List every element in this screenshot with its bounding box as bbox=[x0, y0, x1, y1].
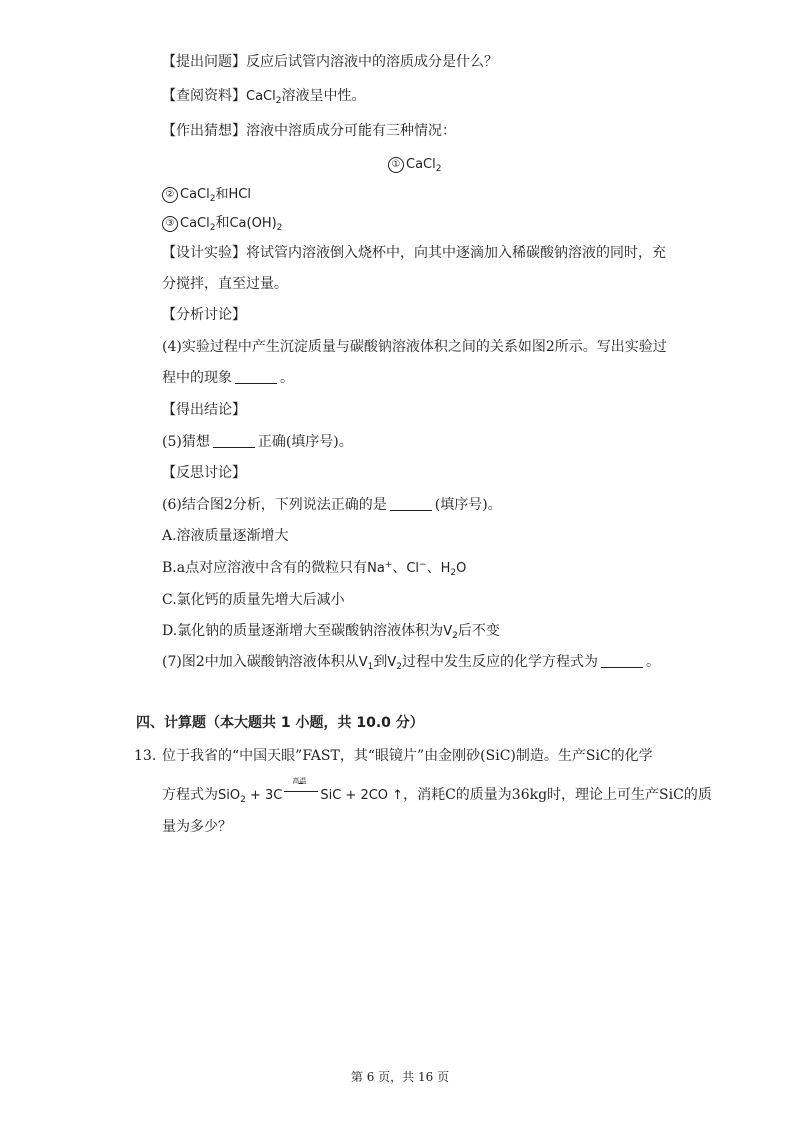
question-text: 位于我省的“中国天眼”FAST，其“眼镜片”由金刚砂(SiC)制造。生产SiC的化学 bbox=[162, 748, 653, 764]
answer-blank[interactable] bbox=[390, 497, 432, 511]
formula-caoh2: $Ca(OH)_2$ bbox=[229, 216, 283, 233]
guess-3: ③ CaCl$_2$和$Ca(OH)_2$ bbox=[162, 213, 282, 234]
text-line: 程中的现象 。 bbox=[162, 370, 294, 386]
answer-blank[interactable] bbox=[235, 370, 277, 384]
formula-na-ion: Na+ bbox=[367, 560, 393, 576]
text-line: 【分析讨论】 bbox=[162, 307, 246, 323]
formula-v2: $V_2$ bbox=[443, 624, 458, 641]
formula-cacl2: CaCl$_2$ bbox=[180, 187, 216, 204]
formula-cacl2: CaCl$_2$ bbox=[246, 89, 282, 106]
formula-cl-ion: Cl− bbox=[406, 560, 427, 576]
text-line: 【作出猜想】溶液中溶质成分可能有三种情况： bbox=[162, 123, 456, 139]
option-b: B.a点对应溶液中含有的微粒只有Na+、Cl−、$H_2O$ bbox=[162, 560, 467, 578]
answer-blank[interactable] bbox=[601, 654, 643, 668]
text-line: 【得出结论】 bbox=[162, 402, 246, 418]
formula-v1: $V_1$ bbox=[358, 655, 374, 672]
question-text: 量为多少？ bbox=[162, 819, 232, 835]
text-line: 分搅拌，直至过量。 bbox=[162, 276, 288, 292]
formula-cacl2: CaCl$_2$ bbox=[180, 216, 216, 233]
question-text: 方程式为SiO$_2$ + 3C 高温 SiC + 2CO ↑，消耗C的质量为36kg时，理论上可生产SiC的质 bbox=[162, 777, 712, 805]
reaction-arrow-icon: 高温 bbox=[284, 785, 318, 797]
answer-blank[interactable] bbox=[213, 434, 255, 448]
chemical-equation: SiO$_2$ + 3C bbox=[218, 788, 283, 805]
option-a: A.溶液质量逐渐增大 bbox=[162, 528, 289, 544]
text-line: (5)猜想 正确(填序号)。 bbox=[162, 434, 353, 450]
text-line: 【设计实验】将试管内溶液倒入烧杯中，向其中逐滴加入稀碳酸钠溶液的同时，充 bbox=[162, 245, 666, 261]
guess-1: ① CaCl$_2$ bbox=[388, 154, 441, 175]
question-number: 13. bbox=[134, 748, 157, 764]
option-d: D.氯化钠的质量逐渐增大至碳酸钠溶液体积为$V_2$后不变 bbox=[162, 623, 500, 641]
text-line: 【查阅资料】CaCl$_2$溶液呈中性。 bbox=[162, 88, 366, 106]
text-line: 【反思讨论】 bbox=[162, 465, 246, 481]
guess-2: ② CaCl$_2$和HCl bbox=[162, 184, 251, 205]
formula-v2: $V_2$ bbox=[387, 655, 403, 672]
page-footer: 第 6 页，共 16 页 bbox=[350, 1070, 450, 1084]
option-c: C.氯化钙的质量先增大后减小 bbox=[162, 592, 345, 608]
section-heading: 四、计算题（本大题共 1 小题，共 10.0 分） bbox=[136, 715, 424, 731]
formula-cacl2: CaCl$_2$ bbox=[406, 157, 442, 174]
text-line: (4)实验过程中产生沉淀质量与碳酸钠溶液体积之间的关系如图2所示。写出实验过 bbox=[162, 339, 667, 355]
text-line: 【提出问题】反应后试管内溶液中的溶质成分是什么？ bbox=[162, 54, 498, 70]
formula-h2o: $H_2O$ bbox=[440, 561, 467, 578]
text-line: (7)图2中加入碳酸钠溶液体积从$V_1$到$V_2$过程中发生反应的化学方程式为 。 bbox=[162, 654, 661, 672]
text-line: (6)结合图2分析，下列说法正确的是 (填序号)。 bbox=[162, 497, 502, 513]
